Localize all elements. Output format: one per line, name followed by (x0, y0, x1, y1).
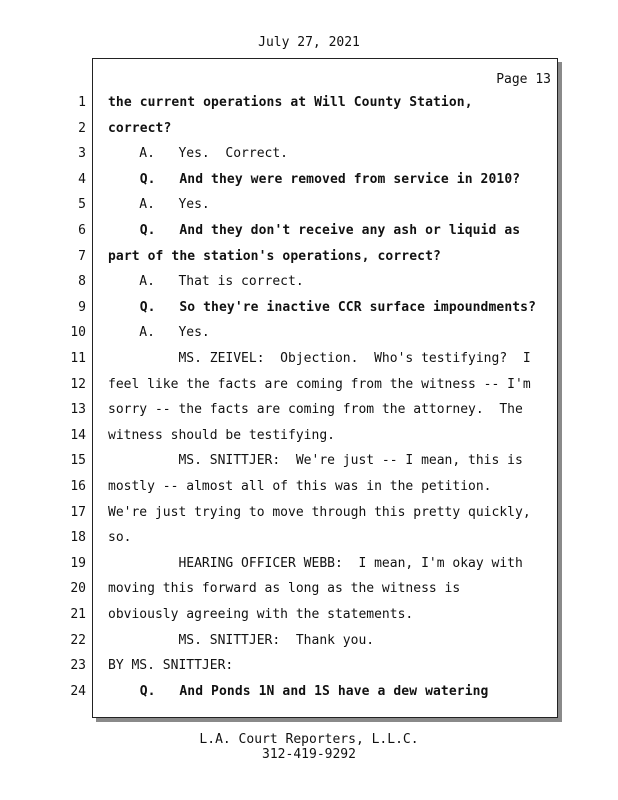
transcript-line: witness should be testifying. (108, 428, 335, 443)
transcript-line: so. (108, 530, 132, 545)
transcript-line: Q. And they were removed from service in 2010? (108, 172, 521, 187)
transcript-line: A. That is correct. (108, 274, 304, 289)
transcript-line: sorry -- the facts are coming from the attorney. The (108, 402, 523, 417)
transcript-line: A. Yes. (108, 325, 210, 340)
transcript-line: the current operations at Will County Station, (108, 95, 473, 110)
line-number: 1 (78, 95, 86, 110)
transcript-line: obviously agreeing with the statements. (108, 607, 414, 622)
header-date: July 27, 2021 (258, 35, 360, 50)
transcript-line: mostly -- almost all of this was in the petition. (108, 479, 492, 494)
line-number: 9 (78, 300, 86, 315)
page-number: Page 13 (496, 72, 551, 87)
transcript-line: A. Yes. (108, 197, 210, 212)
line-number: 13 (70, 402, 86, 417)
line-number: 18 (70, 530, 86, 545)
line-number: 11 (70, 351, 86, 366)
line-number: 19 (70, 556, 86, 571)
transcript-line: BY MS. SNITTJER: (108, 658, 234, 673)
transcript-line: HEARING OFFICER WEBB: I mean, I'm okay with (108, 556, 523, 571)
line-number: 14 (70, 428, 86, 443)
line-number: 24 (70, 684, 86, 699)
transcript-line: part of the station's operations, correct? (108, 249, 441, 264)
line-number: 10 (70, 325, 86, 340)
transcript-line: MS. SNITTJER: Thank you. (108, 633, 375, 648)
line-number: 6 (78, 223, 86, 238)
footer-company: L.A. Court Reporters, L.L.C. (199, 732, 419, 747)
footer-phone: 312-419-9292 (262, 747, 356, 762)
line-number: 2 (78, 121, 86, 136)
line-number: 12 (70, 377, 86, 392)
transcript-line: Q. And they don't receive any ash or liquid as (108, 223, 521, 238)
transcript-line: moving this forward as long as the witness is (108, 581, 461, 596)
line-number: 8 (78, 274, 86, 289)
transcript-line: Q. So they're inactive CCR surface impoundments? (108, 300, 537, 315)
line-number: 22 (70, 633, 86, 648)
line-number: 20 (70, 581, 86, 596)
transcript-line: correct? (108, 121, 172, 136)
line-number: 5 (78, 197, 86, 212)
transcript-line: MS. ZEIVEL: Objection. Who's testifying? I (108, 351, 531, 366)
line-number: 7 (78, 249, 86, 264)
line-number: 23 (70, 658, 86, 673)
line-number: 17 (70, 505, 86, 520)
line-number: 4 (78, 172, 86, 187)
transcript-line: feel like the facts are coming from the witness -- I'm (108, 377, 531, 392)
transcript-line: MS. SNITTJER: We're just -- I mean, this is (108, 453, 523, 468)
line-number: 16 (70, 479, 86, 494)
line-number: 21 (70, 607, 86, 622)
line-number: 3 (78, 146, 86, 161)
transcript-line: A. Yes. Correct. (108, 146, 289, 161)
transcript-line: Q. And Ponds 1N and 1S have a dew watering (108, 684, 489, 699)
line-number: 15 (70, 453, 86, 468)
transcript-line: We're just trying to move through this pretty quickly, (108, 505, 531, 520)
